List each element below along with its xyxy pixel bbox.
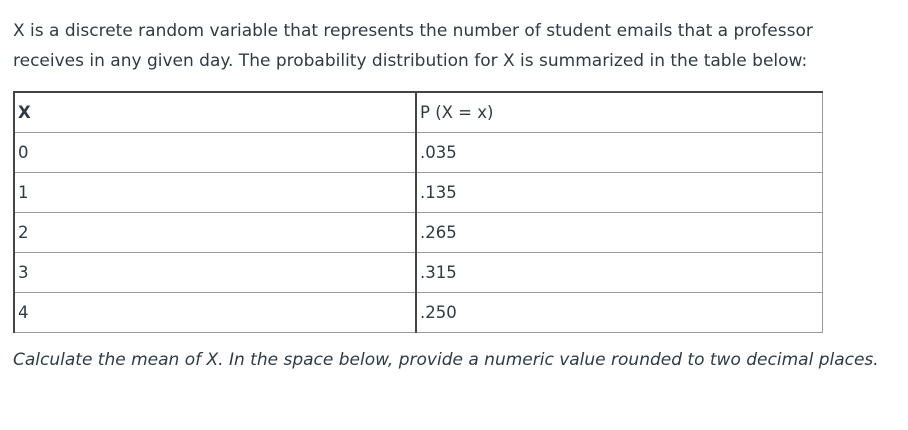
- cell-x: 2: [14, 212, 416, 252]
- probability-distribution-table: [13, 91, 823, 333]
- cell-x: 1: [14, 172, 416, 212]
- table-row: [14, 292, 823, 332]
- table-row: [14, 212, 823, 252]
- table-header-row: [14, 92, 823, 132]
- header-probability: P (X = x): [416, 92, 823, 132]
- intro-paragraph: X is a discrete random variable that represents the number of student emails that a professor receives in any given day. The probability distribution for X is summarized in the table below:: [13, 21, 813, 71]
- cell-x: 4: [14, 292, 416, 332]
- header-x: X: [14, 92, 416, 132]
- table-row: [14, 252, 823, 292]
- cell-probability: .135: [416, 172, 823, 212]
- cell-x: 0: [14, 132, 416, 172]
- table-row: [14, 172, 823, 212]
- cell-probability: .035: [416, 132, 823, 172]
- cell-x: 3: [14, 252, 416, 292]
- question-prompt: Calculate the mean of X. In the space below, provide a numeric value rounded to two decimal places.: [13, 349, 879, 370]
- cell-probability: .265: [416, 212, 823, 252]
- cell-probability: .315: [416, 252, 823, 292]
- table-row: [14, 132, 823, 172]
- cell-probability: .250: [416, 292, 823, 332]
